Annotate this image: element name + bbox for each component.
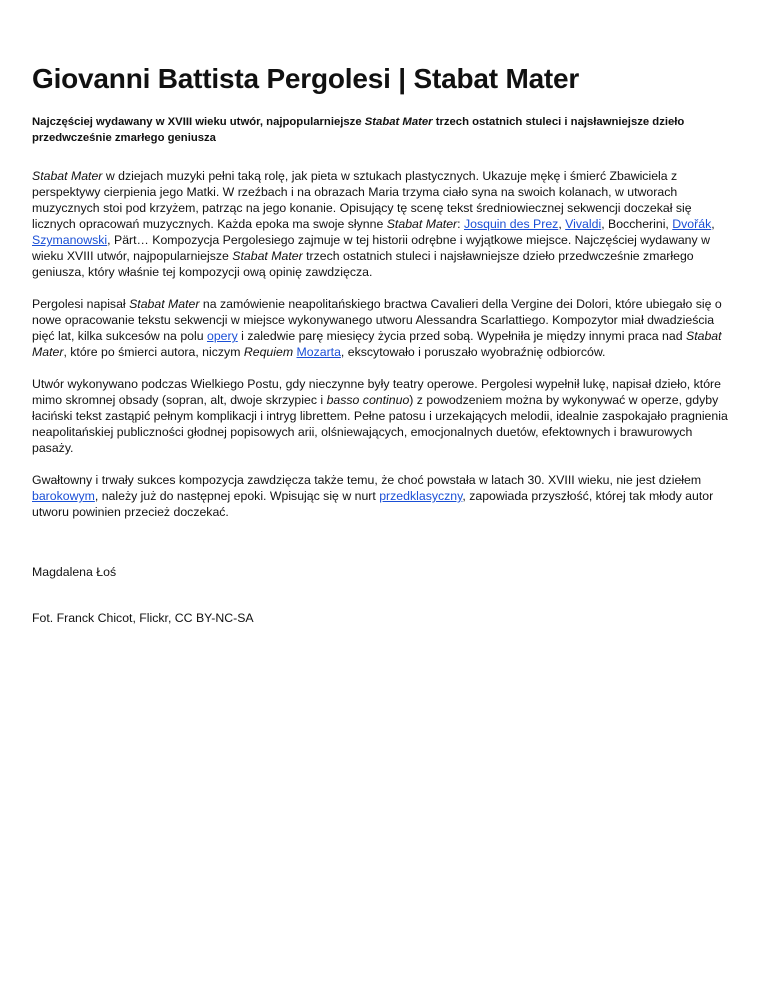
paragraph-text: , które po śmierci autora, niczym [63, 345, 244, 359]
paragraph-text: trzech ostatnich stuleci i najsławniejsze dzieło przedwcześnie zmarłego geniusza, który właśnie tej kompozycji ową opinię zawdzięcza. [32, 249, 694, 279]
paragraph-text: Pergolesi napisał [32, 297, 130, 311]
paragraph-text: i zaledwie parę miesięcy życia przed sobą. Wypełniła je między innymi praca nad [237, 329, 686, 343]
link-dvorak[interactable]: Dvořák [672, 217, 712, 231]
author-name: Magdalena Łoś [32, 565, 117, 579]
paragraph-1 [32, 168, 732, 280]
photo-credit: Fot. Franck Chicot, Flickr, CC BY-NC-SA [32, 611, 254, 625]
lead-text: trzech ostatnich stuleci i najsławniejsze dzieło przedwcześnie zmarłego geniusza [32, 116, 685, 144]
paragraph-text: : [457, 217, 464, 231]
paragraph-text: na zamówienie neapolitańskiego bractwa Cavalieri della Vergine dei Dolori, które ubiegało się o nowe opracowanie tekstu sekwencji w miejsce wykonywanego utworu Alessandra Scarlattiego. Kompozytor miał dwadzieścia pięć lat, kilka sukcesów na polu [32, 297, 722, 343]
lead-text: Najczęściej wydawany w XVIII wieku utwór, najpopularniejsze [32, 116, 365, 128]
link-vivaldi[interactable]: Vivaldi [565, 217, 602, 231]
link-mozarta[interactable]: Mozarta [296, 345, 341, 359]
italic-title: Requiem [243, 345, 294, 359]
lead-paragraph [32, 114, 732, 146]
paragraph-text: Gwałtowny i trwały sukces kompozycja zawdzięcza także temu, że choć powstała w latach 30. XVIII wieku, nie jest dziełem [32, 473, 702, 487]
paragraph-text: , [711, 217, 715, 231]
paragraph-text: w dziejach muzyki pełni taką rolę, jak pieta w sztukach plastycznych. Ukazuje mękę i śmierć Zbawiciela z perspektywy cierpienia jego Matki. W rzeźbach i na obrazach Maria trzyma ciało syna na swoich kolanach, w utworach muzycznych stoi pod krzyżem, patrząc na jego konanie. Opisujący tę scenę tekst średniowiecznej sekwencji doczekał się licznych opracowań muzycznych. Każda epoka ma swoje słynne [32, 169, 692, 231]
italic-title: Stabat Mater [129, 297, 200, 311]
link-josquin-des-prez[interactable]: Josquin des Prez [463, 217, 559, 231]
italic-title: Stabat Mater [386, 217, 458, 231]
paragraph-text: , ekscytowało i poruszało wyobraźnię odbiorców. [340, 345, 606, 359]
paragraph-3 [32, 376, 732, 456]
link-przedklasyczny[interactable]: przedklasyczny [379, 489, 463, 503]
link-szymanowski[interactable]: Szymanowski [32, 233, 108, 247]
paragraph-text: Utwór wykonywano podczas Wielkiego Postu, gdy nieczynne były teatry operowe. Pergolesi wypełnił lukę, napisał dzieło, które mimo skromnej obsady (sopran, alt, dwoje skrzypiec i [32, 377, 721, 407]
italic-title: Stabat Mater [32, 169, 103, 183]
paragraph-text: , [558, 217, 566, 231]
lead-italic-title: Stabat Mater [364, 116, 433, 128]
link-barokowym[interactable]: barokowym [32, 489, 95, 503]
page-title: Giovanni Battista Pergolesi | Stabat Mater [32, 63, 580, 94]
italic-title: Stabat Mater [32, 329, 722, 359]
paragraph-text: ) z powodzeniem można by wykonywać w operze, gdyby łaciński tekst zastąpić pełnym komplikacji i intryg librettem. Pełne patosu i urzekających melodii, idealnie zaspokajało pragnienia neapolitańskiej publiczności głodnej popisowych arii, olśniewających, emocjonalnych duetów, efektownych i brawurowych pasaży. [32, 393, 728, 455]
paragraph-text: , należy już do następnej epoki. Wpisując się w nurt [94, 489, 380, 503]
paragraph-4 [32, 472, 732, 520]
link-opery[interactable]: opery [206, 329, 238, 343]
paragraph-text: , zapowiada przyszłość, której tak młody autor utworu powinien przecież doczekać. [32, 489, 714, 519]
paragraph-2 [32, 296, 732, 360]
paragraph-text: , Boccherini, [601, 217, 673, 231]
paragraph-text: , Pärt… Kompozycja Pergolesiego zajmuje w tej historii odrębne i wyjątkowe miejsce. Najczęściej wydawany w wieku XVIII utwór, najpopularniejsze [32, 233, 710, 263]
italic-title: Stabat Mater [232, 249, 303, 263]
italic-term: basso continuo [326, 393, 410, 407]
